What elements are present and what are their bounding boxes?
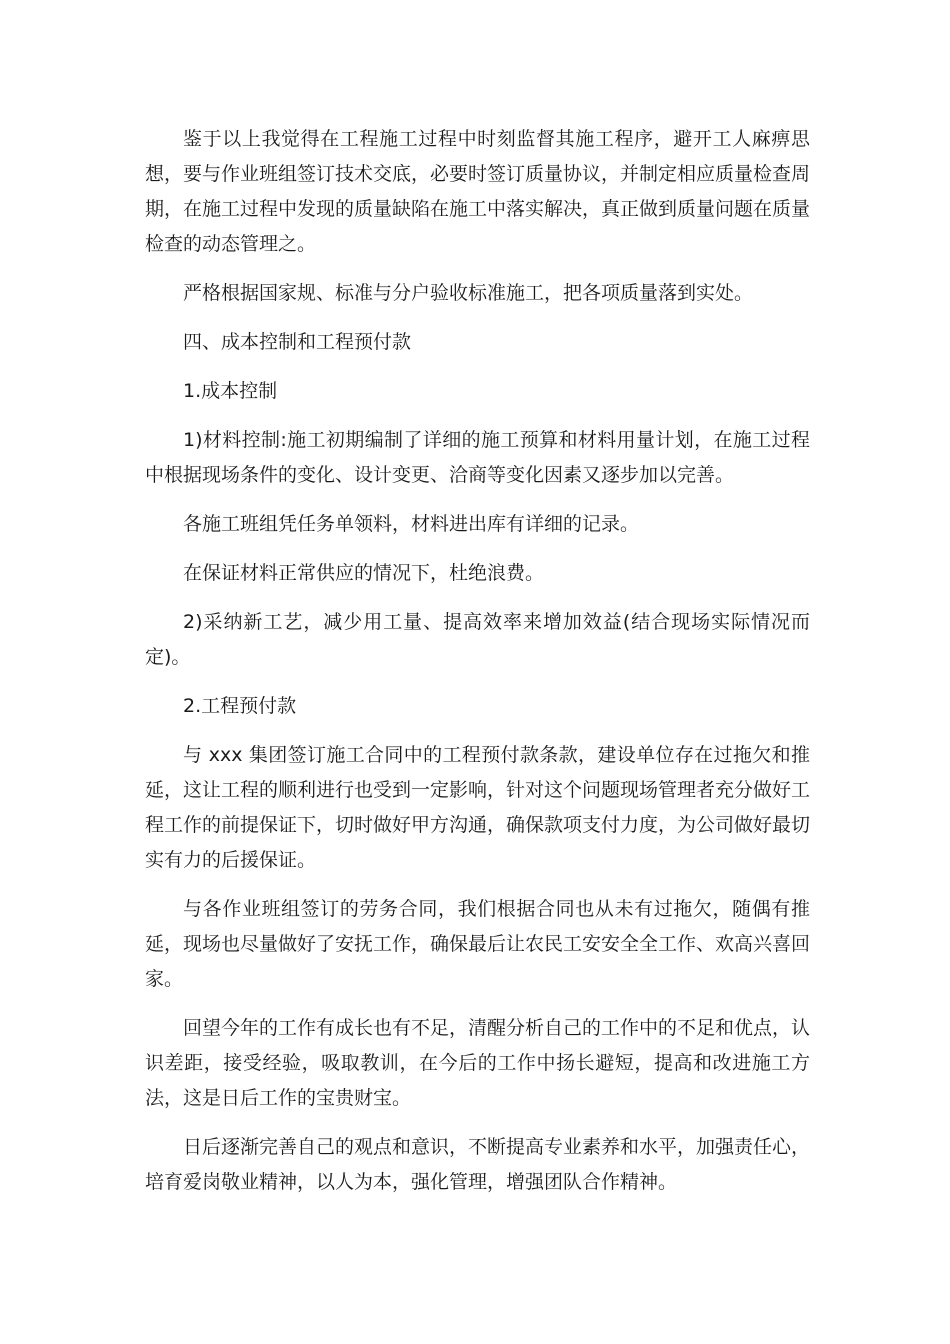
- subheading-cost-control: 1.成本控制: [183, 380, 278, 402]
- paragraph-year-review: 回望今年的工作有成长也有不足，清醒分析自己的工作中的不足和优点，认识差距，接受经验，吸取教训，在今后的工作中扬长避短，提高和改进施工方法，这是日后工作的宝贵财宝。: [145, 1017, 811, 1109]
- document-body: [145, 122, 810, 1214]
- paragraph-avoid-waste: 在保证材料正常供应的情况下，杜绝浪费。: [183, 562, 545, 584]
- paragraph-contract-payment: 与 xxx 集团签订施工合同中的工程预付款条款，建设单位存在过拖欠和推延，这让工程的顺利进行也受到一定影响，针对这个问题现场管理者充分做好工程工作的前提保证下，切时做好甲方沟通，确保款项支付力度，为公司做好最切实有力的后援保证。: [145, 744, 811, 871]
- paragraph-material-control: 1)材料控制:施工初期编制了详细的施工预算和材料用量计划，在施工过程中根据现场条件的变化、设计变更、洽商等变化因素又逐步加以完善。: [145, 429, 810, 486]
- paragraph-quality-supervision: 鉴于以上我觉得在工程施工过程中时刻监督其施工程序，避开工人麻痹思想，要与作业班组签订技术交底，必要时签订质量协议，并制定相应质量检查周期，在施工过程中发现的质量缺陷在施工中落实解决，真正做到质量问题在质量检查的动态管理之。: [145, 128, 811, 255]
- paragraph-material-requisition: 各施工班组凭任务单领料，材料进出库有详细的记录。: [183, 513, 640, 535]
- subheading-advance-payment: 2.工程预付款: [183, 695, 297, 717]
- paragraph-standards: 严格根据国家规、标准与分户验收标准施工，把各项质量落到实处。: [183, 282, 754, 304]
- paragraph-labor-contract: 与各作业班组签订的劳务合同，我们根据合同也从未有过拖欠，随偶有推延，现场也尽量做好了安抚工作，确保最后让农民工安安全全工作、欢高兴喜回家。: [145, 898, 811, 990]
- paragraph-new-process: 2)采纳新工艺，减少用工量、提高效率来增加效益(结合现场实际情况而定)。: [145, 611, 810, 668]
- paragraph-future-goals: 日后逐渐完善自己的观点和意识，不断提高专业素养和水平，加强责任心，培育爱岗敬业精神，以人为本，强化管理，增强团队合作精神。: [145, 1136, 811, 1193]
- section-heading-cost-control: 四、成本控制和工程预付款: [183, 331, 412, 353]
